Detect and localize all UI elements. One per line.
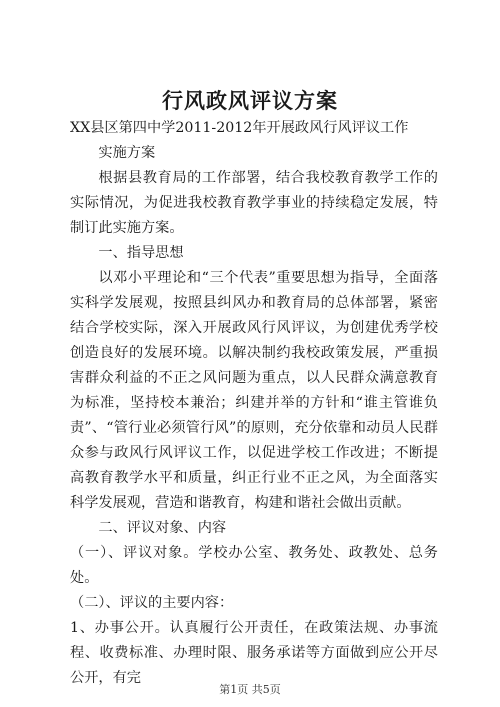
document-body: [70, 116, 438, 691]
subtitle-line-1: XX县区第四中学2011-2012年开展政风行风评议工作: [70, 120, 409, 136]
subtitle-line-2: 实施方案: [98, 145, 156, 161]
section-2-item-2: （二）、评议的主要内容：: [70, 595, 234, 611]
intro-paragraph: 根据县教育局的工作部署，结合我校教育教学工作的实际情况，为促进我校教育教学事业的持续稳定发展，特制订此实施方案。: [70, 170, 438, 236]
section-1-heading: 一、指导思想: [98, 245, 184, 261]
section-2-heading: 二、评议对象、内容: [98, 520, 227, 536]
document-title: 行风政风评议方案: [162, 88, 338, 113]
section-2-item-1: （一）、评议对象。学校办公室、教务处、政教处、总务处。: [70, 545, 438, 586]
section-1-paragraph: 以邓小平理论和“三个代表”重要思想为指导，全面落实科学发展观，按照县纠风办和教育局的总体部署，紧密结合学校实际，深入开展政风行风评议，为创建优秀学校创造良好的发展环境。以解决制约我校政策发展，严重损害群众利益的不正之风问题为重点，以人民群众满意教育为标准，坚持校本兼治；纠建并举的方针和“谁主管谁负责”、“管行业必须管行风”的原则，充分依靠和动员人民群众参与政风行风评议工作，以促进学校工作改进；不断提高教育教学水平和质量，纠正行业不正之风，为全面落实科学发展观，营造和谐教育，构建和谐社会做出贡献。: [70, 270, 438, 511]
section-2-point-1: 1、办事公开。认真履行公开责任，在政策法规、办事流程、收费标准、办理时限、服务承诺等方面做到应公开尽公开，有完: [70, 620, 438, 686]
page-footer: 第1页 共5页: [219, 683, 281, 696]
